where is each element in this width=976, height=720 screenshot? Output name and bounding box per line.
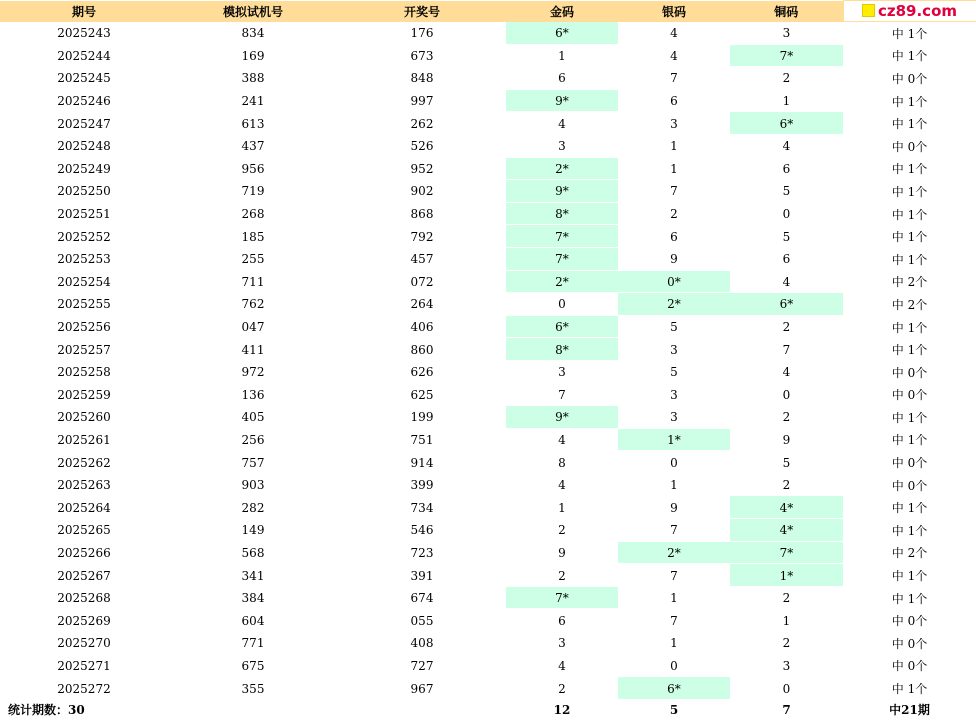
- copper-code-cell: 6: [730, 247, 843, 270]
- hits-cell: 中 1个: [843, 112, 976, 135]
- logo-square-icon: [862, 4, 875, 17]
- simulated-number-cell: 834: [168, 22, 338, 45]
- simulated-number-cell: 341: [168, 564, 338, 587]
- copper-code-cell: 2: [730, 67, 843, 90]
- draw-number-cell: 967: [338, 677, 506, 700]
- copper-code-cell: 4*: [730, 496, 843, 519]
- hits-cell: 中 1个: [843, 89, 976, 112]
- gold-code-cell: 4: [506, 654, 618, 677]
- silver-code-cell: 4: [618, 22, 730, 45]
- table-row: [0, 564, 976, 587]
- gold-code-cell: 9*: [506, 89, 618, 112]
- hits-cell: 中 1个: [843, 564, 976, 587]
- silver-code-cell: 0: [618, 654, 730, 677]
- simulated-number-cell: 255: [168, 247, 338, 270]
- simulated-number-cell: 388: [168, 67, 338, 90]
- table-row: [0, 67, 976, 90]
- silver-code-cell: 0: [618, 451, 730, 474]
- table-row: [0, 496, 976, 519]
- issue-cell: 2025243: [0, 22, 168, 45]
- simulated-number-cell: 972: [168, 360, 338, 383]
- gold-code-cell: 3: [506, 632, 618, 655]
- silver-code-cell: 2: [618, 202, 730, 225]
- site-logo-cell[interactable]: [843, 1, 976, 22]
- copper-code-cell: 0: [730, 677, 843, 700]
- silver-total: 5: [669, 702, 679, 717]
- draw-number-cell: 727: [338, 654, 506, 677]
- issue-cell: 2025257: [0, 338, 168, 361]
- silver-code-cell: 1: [618, 473, 730, 496]
- hits-cell: 中 0个: [843, 632, 976, 655]
- draw-number-cell: 952: [338, 157, 506, 180]
- silver-code-cell: 4: [618, 44, 730, 67]
- draw-number-cell: 848: [338, 67, 506, 90]
- draw-number-cell: 408: [338, 632, 506, 655]
- copper-code-cell: 2: [730, 473, 843, 496]
- hits-cell: 中 1个: [843, 202, 976, 225]
- simulated-number-cell: 675: [168, 654, 338, 677]
- hits-cell: 中 0个: [843, 360, 976, 383]
- hits-cell: 中 0个: [843, 609, 976, 632]
- simulated-number-cell: 282: [168, 496, 338, 519]
- issue-cell: 2025258: [0, 360, 168, 383]
- copper-code-cell: 4: [730, 134, 843, 157]
- silver-code-cell: 7: [618, 67, 730, 90]
- simulated-number-cell: 047: [168, 315, 338, 338]
- copper-code-cell: 7: [730, 338, 843, 361]
- silver-code-cell: 1: [618, 134, 730, 157]
- gold-code-cell: 6: [506, 609, 618, 632]
- gold-total: 12: [553, 702, 571, 717]
- issue-cell: 2025245: [0, 67, 168, 90]
- draw-number-cell: 526: [338, 134, 506, 157]
- draw-number-cell: 399: [338, 473, 506, 496]
- table-row: [0, 247, 976, 270]
- gold-code-cell: 8*: [506, 338, 618, 361]
- issue-cell: 2025264: [0, 496, 168, 519]
- hits-cell: 中 1个: [843, 157, 976, 180]
- table-row: [0, 451, 976, 474]
- copper-code-cell: 1: [730, 609, 843, 632]
- issue-cell: 2025268: [0, 586, 168, 609]
- hits-cell: 中 1个: [843, 519, 976, 542]
- copper-code-cell: 4: [730, 270, 843, 293]
- hits-cell: 中 2个: [843, 293, 976, 316]
- copper-code-cell: 6*: [730, 293, 843, 316]
- silver-code-cell: 2*: [618, 541, 730, 564]
- header-silver-code: 银码: [618, 1, 730, 22]
- draw-number-cell: 199: [338, 406, 506, 429]
- copper-code-cell: 3: [730, 22, 843, 45]
- simulated-number-cell: 169: [168, 44, 338, 67]
- draw-number-cell: 792: [338, 225, 506, 248]
- draw-number-cell: 734: [338, 496, 506, 519]
- silver-code-cell: 7: [618, 609, 730, 632]
- issue-cell: 2025266: [0, 541, 168, 564]
- copper-code-cell: 5: [730, 225, 843, 248]
- gold-code-cell: 1: [506, 496, 618, 519]
- hits-cell: 中 0个: [843, 67, 976, 90]
- hits-cell: 中 1个: [843, 44, 976, 67]
- table-row: [0, 89, 976, 112]
- table-row: [0, 406, 976, 429]
- simulated-number-cell: 771: [168, 632, 338, 655]
- copper-code-cell: 2: [730, 632, 843, 655]
- silver-code-cell: 9: [618, 496, 730, 519]
- hits-cell: 中 1个: [843, 247, 976, 270]
- copper-code-cell: 1*: [730, 564, 843, 587]
- issue-cell: 2025269: [0, 609, 168, 632]
- simulated-number-cell: 355: [168, 677, 338, 700]
- draw-number-cell: 868: [338, 202, 506, 225]
- gold-code-cell: 1: [506, 44, 618, 67]
- silver-code-cell: 2*: [618, 293, 730, 316]
- issue-cell: 2025244: [0, 44, 168, 67]
- copper-code-cell: 7*: [730, 541, 843, 564]
- gold-code-cell: 3: [506, 360, 618, 383]
- hits-cell: 中 1个: [843, 22, 976, 45]
- silver-code-cell: 7: [618, 519, 730, 542]
- simulated-number-cell: 604: [168, 609, 338, 632]
- draw-number-cell: 055: [338, 609, 506, 632]
- draw-number-cell: 914: [338, 451, 506, 474]
- simulated-number-cell: 268: [168, 202, 338, 225]
- issue-cell: 2025272: [0, 677, 168, 700]
- hits-cell: 中 0个: [843, 383, 976, 406]
- table-row: [0, 134, 976, 157]
- table-row: [0, 541, 976, 564]
- gold-code-cell: 6*: [506, 315, 618, 338]
- gold-code-cell: 2*: [506, 270, 618, 293]
- silver-code-cell: 5: [618, 360, 730, 383]
- copper-code-cell: 7*: [730, 44, 843, 67]
- draw-number-cell: 860: [338, 338, 506, 361]
- gold-code-cell: 9: [506, 541, 618, 564]
- issue-cell: 2025255: [0, 293, 168, 316]
- gold-code-cell: 4: [506, 428, 618, 451]
- table-row: [0, 225, 976, 248]
- silver-code-cell: 3: [618, 406, 730, 429]
- simulated-number-cell: 136: [168, 383, 338, 406]
- simulated-number-cell: 719: [168, 180, 338, 203]
- hits-cell: 中 0个: [843, 473, 976, 496]
- draw-number-cell: 546: [338, 519, 506, 542]
- table-row: [0, 654, 976, 677]
- hits-cell: 中 1个: [843, 406, 976, 429]
- table-row: [0, 112, 976, 135]
- draw-number-cell: 674: [338, 586, 506, 609]
- gold-code-cell: 7*: [506, 225, 618, 248]
- gold-code-cell: 9*: [506, 406, 618, 429]
- gold-code-cell: 7: [506, 383, 618, 406]
- issue-cell: 2025248: [0, 134, 168, 157]
- hits-cell: 中 0个: [843, 134, 976, 157]
- silver-code-cell: 7: [618, 564, 730, 587]
- draw-number-cell: 391: [338, 564, 506, 587]
- issue-cell: 2025256: [0, 315, 168, 338]
- silver-code-cell: 1: [618, 157, 730, 180]
- issue-cell: 2025270: [0, 632, 168, 655]
- silver-code-cell: 3: [618, 338, 730, 361]
- period-count: 统计期数：30: [8, 703, 85, 718]
- gold-code-cell: 6*: [506, 22, 618, 45]
- issue-cell: 2025261: [0, 428, 168, 451]
- table-row: [0, 383, 976, 406]
- issue-cell: 2025263: [0, 473, 168, 496]
- hits-total: 中21期: [889, 703, 930, 718]
- header-simulated-number: 模拟试机号: [168, 1, 338, 22]
- hits-cell: 中 1个: [843, 428, 976, 451]
- copper-code-cell: 5: [730, 451, 843, 474]
- issue-cell: 2025259: [0, 383, 168, 406]
- draw-number-cell: 625: [338, 383, 506, 406]
- table-row: [0, 632, 976, 655]
- table-row: [0, 609, 976, 632]
- silver-code-cell: 5: [618, 315, 730, 338]
- simulated-number-cell: 956: [168, 157, 338, 180]
- copper-code-cell: 5: [730, 180, 843, 203]
- copper-code-cell: 4*: [730, 519, 843, 542]
- draw-number-cell: 406: [338, 315, 506, 338]
- copper-code-cell: 2: [730, 586, 843, 609]
- simulated-number-cell: 256: [168, 428, 338, 451]
- copper-code-cell: 2: [730, 315, 843, 338]
- copper-code-cell: 3: [730, 654, 843, 677]
- hits-cell: 中 1个: [843, 496, 976, 519]
- gold-code-cell: 0: [506, 293, 618, 316]
- silver-code-cell: 1*: [618, 428, 730, 451]
- silver-code-cell: 3: [618, 112, 730, 135]
- draw-number-cell: 072: [338, 270, 506, 293]
- draw-number-cell: 723: [338, 541, 506, 564]
- simulated-number-cell: 437: [168, 134, 338, 157]
- table-row: [0, 519, 976, 542]
- table-row: [0, 293, 976, 316]
- table-row: [0, 473, 976, 496]
- hits-cell: 中 1个: [843, 586, 976, 609]
- draw-number-cell: 264: [338, 293, 506, 316]
- header-row: [0, 1, 976, 22]
- copper-code-cell: 6*: [730, 112, 843, 135]
- gold-code-cell: 4: [506, 112, 618, 135]
- silver-code-cell: 1: [618, 632, 730, 655]
- table-body: [0, 22, 976, 700]
- issue-cell: 2025252: [0, 225, 168, 248]
- header-gold-code: 金码: [506, 1, 618, 22]
- hits-cell: 中 1个: [843, 338, 976, 361]
- silver-code-cell: 0*: [618, 270, 730, 293]
- gold-code-cell: 7*: [506, 247, 618, 270]
- simulated-number-cell: 405: [168, 406, 338, 429]
- hits-cell: 中 0个: [843, 451, 976, 474]
- simulated-number-cell: 613: [168, 112, 338, 135]
- draw-number-cell: 997: [338, 89, 506, 112]
- copper-code-cell: 9: [730, 428, 843, 451]
- hits-cell: 中 1个: [843, 225, 976, 248]
- issue-cell: 2025250: [0, 180, 168, 203]
- issue-cell: 2025260: [0, 406, 168, 429]
- issue-cell: 2025262: [0, 451, 168, 474]
- header-issue: 期号: [0, 1, 168, 22]
- logo-text: cz89.com: [877, 1, 958, 20]
- copper-code-cell: 4: [730, 360, 843, 383]
- table-row: [0, 180, 976, 203]
- gold-code-cell: 2: [506, 519, 618, 542]
- gold-code-cell: 8*: [506, 202, 618, 225]
- table-row: [0, 428, 976, 451]
- hits-cell: 中 1个: [843, 677, 976, 700]
- table-row: [0, 338, 976, 361]
- issue-cell: 2025253: [0, 247, 168, 270]
- header-copper-code: 铜码: [730, 1, 843, 22]
- gold-code-cell: 8: [506, 451, 618, 474]
- issue-cell: 2025249: [0, 157, 168, 180]
- copper-code-cell: 0: [730, 383, 843, 406]
- gold-code-cell: 2: [506, 677, 618, 700]
- draw-number-cell: 902: [338, 180, 506, 203]
- issue-cell: 2025254: [0, 270, 168, 293]
- issue-cell: 2025271: [0, 654, 168, 677]
- draw-number-cell: 673: [338, 44, 506, 67]
- copper-total: 7: [782, 702, 791, 717]
- draw-number-cell: 176: [338, 22, 506, 45]
- silver-code-cell: 6*: [618, 677, 730, 700]
- issue-cell: 2025251: [0, 202, 168, 225]
- gold-code-cell: 3: [506, 134, 618, 157]
- draw-number-cell: 751: [338, 428, 506, 451]
- draw-number-cell: 626: [338, 360, 506, 383]
- simulated-number-cell: 762: [168, 293, 338, 316]
- gold-code-cell: 2*: [506, 157, 618, 180]
- table-row: [0, 270, 976, 293]
- hits-cell: 中 2个: [843, 541, 976, 564]
- summary-row: [0, 699, 976, 720]
- draw-number-cell: 457: [338, 247, 506, 270]
- table-row: [0, 677, 976, 700]
- table-row: [0, 360, 976, 383]
- copper-code-cell: 6: [730, 157, 843, 180]
- gold-code-cell: 4: [506, 473, 618, 496]
- silver-code-cell: 7: [618, 180, 730, 203]
- issue-cell: 2025265: [0, 519, 168, 542]
- issue-cell: 2025246: [0, 89, 168, 112]
- gold-code-cell: 7*: [506, 586, 618, 609]
- table-row: [0, 586, 976, 609]
- hits-cell: 中 2个: [843, 270, 976, 293]
- gold-code-cell: 9*: [506, 180, 618, 203]
- silver-code-cell: 6: [618, 225, 730, 248]
- table-row: [0, 157, 976, 180]
- simulated-number-cell: 757: [168, 451, 338, 474]
- table-row: [0, 22, 976, 45]
- simulated-number-cell: 185: [168, 225, 338, 248]
- simulated-number-cell: 411: [168, 338, 338, 361]
- table-row: [0, 202, 976, 225]
- simulated-number-cell: 711: [168, 270, 338, 293]
- issue-cell: 2025247: [0, 112, 168, 135]
- gold-code-cell: 2: [506, 564, 618, 587]
- table-row: [0, 44, 976, 67]
- issue-cell: 2025267: [0, 564, 168, 587]
- copper-code-cell: 1: [730, 89, 843, 112]
- hits-cell: 中 1个: [843, 180, 976, 203]
- copper-code-cell: 0: [730, 202, 843, 225]
- silver-code-cell: 6: [618, 89, 730, 112]
- simulated-number-cell: 149: [168, 519, 338, 542]
- hits-cell: 中 0个: [843, 654, 976, 677]
- copper-code-cell: 2: [730, 406, 843, 429]
- simulated-number-cell: 241: [168, 89, 338, 112]
- silver-code-cell: 1: [618, 586, 730, 609]
- silver-code-cell: 3: [618, 383, 730, 406]
- table-row: [0, 315, 976, 338]
- header-draw-number: 开奖号: [338, 1, 506, 22]
- silver-code-cell: 9: [618, 247, 730, 270]
- hits-cell: 中 1个: [843, 315, 976, 338]
- simulated-number-cell: 903: [168, 473, 338, 496]
- simulated-number-cell: 568: [168, 541, 338, 564]
- simulated-number-cell: 384: [168, 586, 338, 609]
- draw-number-cell: 262: [338, 112, 506, 135]
- gold-code-cell: 6: [506, 67, 618, 90]
- site-logo[interactable]: [862, 2, 957, 20]
